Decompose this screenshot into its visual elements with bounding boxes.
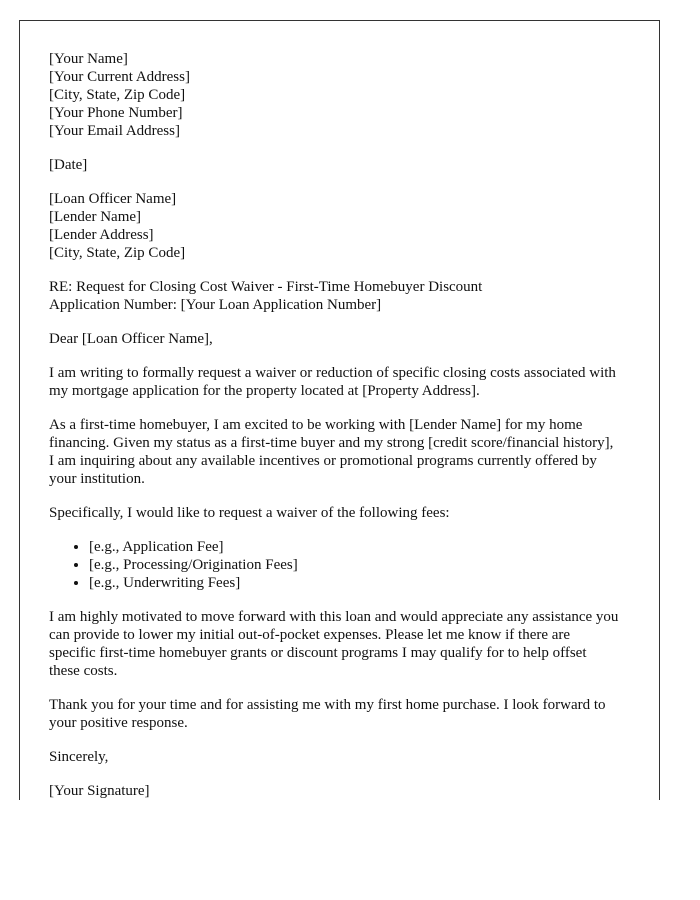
sender-phone: [Your Phone Number] — [49, 105, 183, 121]
sender-block — [49, 50, 619, 140]
letter-page — [19, 20, 660, 800]
body-paragraph: I am writing to formally request a waiver or reduction of specific closing costs associated with my mortgage application for the property located at [Property Address]. — [49, 365, 616, 399]
body-paragraph: I am highly motivated to move forward with this loan and would appreciate any assistance you can provide to lower my initial out-of-pocket expenses. Please let me know if there are specific first-time homebuyer grants or discount programs I may qualify for to help offset these costs. — [49, 609, 619, 679]
sender-name: [Your Name] — [49, 51, 128, 67]
date: [Date] — [49, 157, 88, 173]
recipient-officer: [Loan Officer Name] — [49, 191, 177, 207]
sender-address: [Your Current Address] — [49, 69, 190, 85]
body-paragraph: As a first-time homebuyer, I am excited to be working with [Lender Name] for my home financing. Given my status as a first-time buyer and my strong [credit score/financial history], I am inquiring about any available incentives or promotional programs currently offered by your institution. — [49, 417, 614, 487]
sender-city: [City, State, Zip Code] — [49, 87, 186, 103]
recipient-block — [49, 190, 619, 262]
body-paragraph: Thank you for your time and for assisting me with my first home purchase. I look forward to your positive response. — [49, 697, 606, 731]
subject-line: RE: Request for Closing Cost Waiver - First-Time Homebuyer Discount — [49, 279, 483, 295]
signature: [Your Signature] — [49, 783, 150, 799]
recipient-city: [City, State, Zip Code] — [49, 245, 186, 261]
salutation: Dear [Loan Officer Name], — [49, 331, 213, 347]
recipient-address: [Lender Address] — [49, 227, 154, 243]
fee-list — [49, 538, 619, 592]
closing: Sincerely, — [49, 749, 109, 765]
body-paragraph: Specifically, I would like to request a waiver of the following fees: — [49, 505, 450, 521]
fee-item: • [e.g., Processing/Origination Fees] — [89, 556, 619, 574]
recipient-lender: [Lender Name] — [49, 209, 142, 225]
sender-email: [Your Email Address] — [49, 123, 180, 139]
fee-item: • [e.g., Application Fee] — [89, 538, 619, 556]
application-number: Application Number: [Your Loan Application Number] — [49, 297, 382, 313]
fee-item: • [e.g., Underwriting Fees] — [89, 574, 619, 592]
subject-block — [49, 278, 619, 314]
